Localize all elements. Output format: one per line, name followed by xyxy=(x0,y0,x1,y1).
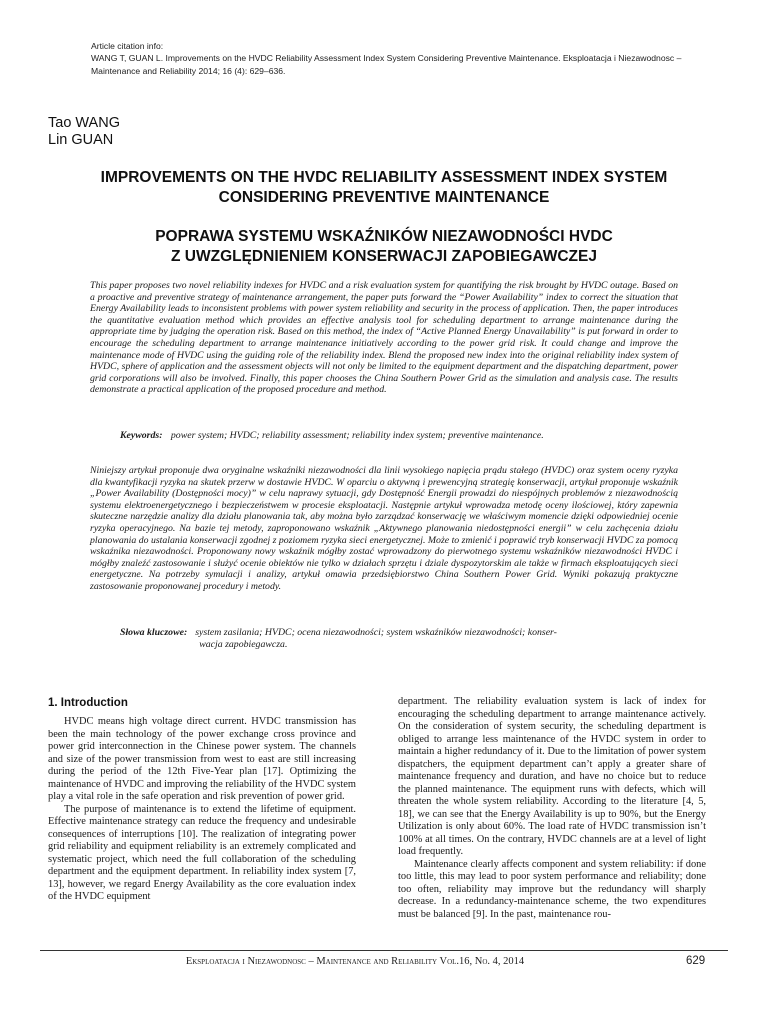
page-number: 629 xyxy=(686,955,706,967)
keywords-label: Słowa kluczowe: xyxy=(120,627,188,638)
body-column-left xyxy=(48,716,356,904)
abstract-polish: Niniejszy artykuł proponuje dwa oryginalne wskaźniki niezawodności dla linii wysokiego napięcia prądu stałego (HVDC) oraz system oceny ryzyka dla kwantyfikacji ryzyka na skutek przerw w dostawie HVDC. W oparciu o aktywną i prewencyjną strategię konserwacji, artykuł proponuje wskaźnik „Power Availability (Dostępności mocy)” w celu naprawy sytuacji, gdy Dostępność Energii prowadzi do niespójnych problemów z niezawodnością systemu elektroenergetycznego i bezpieczeństwem w procesie eksploatacji. Następnie artykuł wprowadza metodę oceny ilościowej, który zapewnia skuteczne narzędzie analizy dla działu planowania tak, aby można było zarządzać konserwację we właściwym momencie dzięki odpowiedniej ocenie ryzyka operacyjnego. Na bazie tej metody, zaproponowano wskaźnik „Aktywnego planowania niedostępności energii” w celu zachęcenia działu planowania do ustalania konserwacji zgodnej z poziomem ryzyka sieci energetycznej. Może to zmienić i poprawić tryb konserwacji HVDC za pomocą wskaźnika niezawodności. Proponowany nowy wskaźnik mógłby zostać wprowadzony do pierwotnego systemu wskaźników niezawodności HVDC i mógłby znaleźć zastosowanie i służyć ocenie obiektów nie tylko w działach sprzętu i dziale dyspozytorskim ale także w firmach eksploatujących sieci energetyczne. Na potrzeby symulacji i analizy, artykuł omawia przedsiębiorstwo China Southern Power Grid. Wyniki pokazują praktyczne zastosowanie proponowanej procedury i metody. xyxy=(90,465,678,592)
title-line: IMPROVEMENTS ON THE HVDC RELIABILITY ASSESSMENT INDEX SYSTEM xyxy=(100,169,668,186)
body-paragraph: HVDC means high voltage direct current. HVDC transmission has been the main technology of the power exchange cross province and power grid interconnection in the Chinese power system. The channels and size of the power transmission from west to east are still increasing during the period of the 12th Five-Year plan [17]. Optimizing the maintenance of HVDC and improving the reliability of the HVDC system play a vital role in the safe operation and risk prevention of power grid. xyxy=(48,716,356,802)
title-line: Z UWZGLĘDNIENIEM KONSERWACJI ZAPOBIEGAWCZEJ xyxy=(171,247,597,265)
abstract-english: This paper proposes two novel reliability indexes for HVDC and a risk evaluation system for quantifying the risk brought by HVDC outage. Based on a proactive and preventive strategy of maintenance arrangement, the paper puts forward the “Power Availability” index to correct the situation that Energy Availability leads to inconsistent problems with power system reliability and security in the process of application. Then, the paper introduces the quantitative evaluation method which provides an effective analysis tool for scheduling department to arrange maintenance during the appropriate time by judging the operation risk. Based on this method, the index of “Active Planned Energy Unavailability” is put forward in order to encourage the scheduling department to arrange maintenance initiatively according to the power grid risk. It could change and improve the maintenance mode of HVDC using the guiding role of the reliability index. Blend the proposed new index into the original reliability index system of HVDC, sphere of application and the assessment objects will not only be limited to the equipment department and the dispatching department, power grid corporations will also be involved. Finally, this paper chooses the China Southern Power Grid as the simulation and analysis case. The results demonstrate a practical application of the proposed procedure and method. xyxy=(90,280,678,396)
title-line: CONSIDERING PREVENTIVE MAINTENANCE xyxy=(218,188,550,206)
citation-label: Article citation info: xyxy=(91,41,164,51)
keywords-label: Keywords: xyxy=(120,430,163,441)
section-heading: 1. Introduction xyxy=(48,697,128,709)
author-list xyxy=(48,115,120,149)
citation-text: WANG T, GUAN L. Improvements on the HVDC Reliability Assessment Index System Considering Preventive Maintenance. Eksploatacja i Niezawodnosc – Maintenance and Reliability 2014; 16 (4): 629–636. xyxy=(91,53,682,76)
body-column-right xyxy=(398,696,706,921)
keywords-text: power system; HVDC; reliability assessment; reliability index system; preventive maintenance. xyxy=(170,430,544,441)
title-english xyxy=(40,168,728,207)
keywords-text-continued: wacja zapobiegawcza. xyxy=(199,638,288,650)
body-paragraph: Maintenance clearly affects component and system reliability: if done too little, this may lead to poor system performance and reliability; done too often, reliability may improve but the redundancy will sharply decrease. In a redundancy-maintenance scheme, the two expenditures must be balanced [9]. In the past, maintenance rou- xyxy=(398,858,706,920)
footer-divider xyxy=(40,950,728,951)
body-paragraph: department. The reliability evaluation system is lack of index for encouraging the scheduling department to arrange maintenance actively. On the consideration of system security, the scheduling department is obliged to arrange less maintenance of the HVDC system in order to maintain a higher redundancy of it. Due to the limitation of power system dispatchers, the equipment department can’t apply a greater share of maintenance frequency and duration, and have no choice but to reduce the planned maintenance. The equipment runs with defects, which will threaten the whole system reliability. According to the literature [4, 5, 18], we can see that the Energy Availability is up to 90%, but the Energy Utilization is only about 60%. The load rate of HVDC transmission isn’t 100% at all times. On the contrary, HVDC channels are at a level of light load frequently. xyxy=(398,696,706,857)
title-line: POPRAWA SYSTEMU WSKAŹNIKÓW NIEZAWODNOŚCI HVDC xyxy=(155,228,613,245)
article-citation xyxy=(91,40,691,77)
keywords-english xyxy=(120,430,544,442)
keywords-text: system zasilania; HVDC; ocena niezawodności; system wskaźników niezawodności; konser- xyxy=(195,627,557,638)
footer-journal-name: Eksploatacja i Niezawodnosc – Maintenance and Reliability Vol.16, No. 4, 2014 xyxy=(185,956,525,967)
author-name: Lin GUAN xyxy=(48,132,114,148)
keywords-polish xyxy=(120,627,660,650)
body-paragraph: The purpose of maintenance is to extend the lifetime of equipment. Effective maintenance strategy can reduce the frequency and undesirable consequences of interruptions [10]. The realization of integrating power grid reliability and equipment reliability is an extremely complicated and systematic project, which need the full collaboration of the scheduling department and the equipment department. In reliability index system [7, 13], however, we regard Energy Availability as the core evaluation index of the HVDC equipment xyxy=(48,803,356,902)
title-polish xyxy=(40,227,728,266)
author-name: Tao WANG xyxy=(48,115,120,131)
